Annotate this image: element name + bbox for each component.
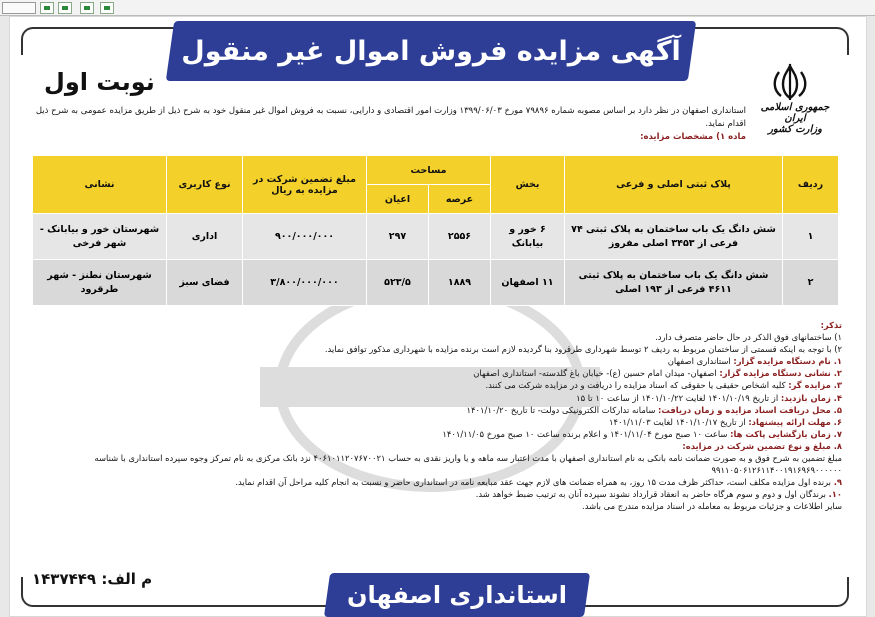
advertisement-page	[9, 16, 867, 617]
ministry-logo	[755, 62, 835, 148]
cell-plate: شش دانگ یک باب ساختمان به پلاک ثبتی ۴۶۱۱ فرعی از ۱۹۳ اصلی	[565, 260, 783, 306]
col-header-plate: پلاک ثبتی اصلی و فرعی	[565, 156, 783, 214]
item-label: ۸. مبلغ و نوع تضمین شرکت در مزایده:	[682, 440, 842, 451]
cell-land-area: ۲۵۵۶	[429, 214, 491, 260]
item-label: ۷. زمان بازگشایی پاکت ها:	[730, 428, 842, 439]
auction-table	[32, 155, 839, 306]
item-6	[30, 416, 842, 428]
intro-text: استانداری اصفهان در نظر دارد بر اساس مصوبه شماره ۷۹۸۹۶ مورخ ۱۳۹۹/۰۶/۰۳ وزارت امور اقتصادی و دارایی، نسبت به فروش اموال غیر منقول خود به شرح ذیل از طریق مزایده عمومی به شرح ذیل اقدام نماید.	[35, 106, 746, 129]
table-row	[33, 214, 839, 260]
col-header-building-area: اعیان	[367, 185, 429, 214]
item-text: برنده اول مزایده مکلف است، حداکثر ظرف مدت ۱۵ روز، به همراه ضمانت های لازم جهت عقد مبایعه نامه در استانداری حاضر و نسبت به انجام کلیه مراحل آن اقدام نماید.	[235, 477, 834, 488]
toolbar-button[interactable]	[80, 2, 94, 14]
cell-address: شهرستان نطنز - شهر طرقرود	[33, 260, 167, 306]
col-header-address: نشانی	[33, 156, 167, 214]
toolbar-button[interactable]	[100, 2, 114, 14]
toolbar-field[interactable]	[2, 2, 36, 14]
col-header-section: بخش	[491, 156, 565, 214]
item-text: سامانه تدارکات الکترونیکی دولت- تا تاریخ ۱۴۰۱/۱۰/۲۰	[466, 404, 659, 415]
item-1	[30, 355, 842, 367]
cell-deposit: ۹۰۰/۰۰۰/۰۰۰	[243, 214, 367, 260]
item-text: کلیه اشخاص حقیقی یا حقوقی که اسناد مزایده را دریافت و در مزایده شرکت می کنند.	[485, 380, 789, 391]
green-icon	[44, 6, 50, 10]
col-header-land-area: عرصه	[429, 185, 491, 214]
viewer-toolbar	[0, 0, 875, 16]
item-10	[30, 488, 842, 500]
item-2	[30, 367, 842, 379]
cell-usage: فضای سبز	[167, 260, 243, 306]
note-2: ۲) با توجه به اینکه قسمتی از ساختمان مربوط به ردیف ۲ توسط شهرداری طرقرود بنا گردیده لازم است برنده مزایده با شهرداری مذکور توافق نماید.	[324, 344, 842, 355]
item-8-text: مبلغ تضمین به شرح فوق و به صورت ضمانت نامه بانکی به نام استانداری اصفهان با مدت اعتبار سه ماهه و یا واریز نقدی به حساب ۴۰۶۱۰۱۱۲۰۷۶۷۰۰۲۱ نزد بانک مرکزی به نام تمرکز وجوه سپرده استانداری با شناسه ۹۹۱۱۰۵۰۶۱۲۶۱۱۴۰۰۱۹۱۶۹۶۹۰۰۰۰۰۰	[94, 453, 842, 476]
col-header-deposit: مبلغ تضمین شرکت در مزایده به ریال	[243, 156, 367, 214]
green-icon	[62, 6, 68, 10]
item-text: از تاریخ ۱۴۰۱/۱۰/۱۹ لغایت ۱۴۰۱/۱۰/۲۲ از ساعت ۱۰ تا ۱۵	[576, 392, 781, 403]
logo-line-1: جمهوری اسلامی ایران	[760, 102, 830, 124]
item-3	[30, 379, 842, 391]
footer-org: استانداری اصفهان	[347, 581, 567, 609]
item-9	[30, 476, 842, 488]
logo-line-2: وزارت کشور	[768, 124, 822, 135]
note-1: ۱) ساختمانهای فوق الذکر در حال حاضر متصرف دارد.	[655, 332, 842, 343]
cell-plate: شش دانگ یک باب ساختمان به پلاک ثبتی ۷۴ فرعی از ۳۴۵۳ اصلی مفروز	[565, 214, 783, 260]
item-5	[30, 404, 842, 416]
notes-section	[30, 319, 842, 513]
item-text: از تاریخ ۱۴۰۱/۱۰/۱۷ لغایت ۱۴۰۱/۱۱/۰۳	[608, 416, 749, 427]
col-header-usage: نوع کاربری	[167, 156, 243, 214]
cell-building-area: ۵۲۳/۵	[367, 260, 429, 306]
item-label: ۲. نشانی دستگاه مزایده گزار:	[719, 368, 842, 379]
item-text: ساعت ۱۰ صبح مورخ ۱۴۰۱/۱۱/۰۴ و اعلام برنده ساعت ۱۰ صبح مورخ ۱۴۰۱/۱۱/۰۵	[442, 428, 731, 439]
item-label: ۱۰.	[828, 489, 842, 500]
table-row	[33, 260, 839, 306]
col-header-area: مساحت	[367, 156, 491, 185]
cell-section: ۱۱ اصفهان	[491, 260, 565, 306]
article-1-heading: ماده ۱) مشخصات مزایده:	[640, 132, 746, 142]
item-label: ۶. مهلت ارائه پیشنهاد:	[748, 416, 842, 427]
item-text: اصفهان- میدان امام حسین (ع)- خیابان باغ گلدسته- استانداری اصفهان	[473, 368, 720, 379]
green-icon	[84, 6, 90, 10]
cell-address: شهرستان خور و بیابانک - شهر فرخی	[33, 214, 167, 260]
notes-heading: تذکر:	[820, 320, 842, 330]
item-7	[30, 428, 842, 440]
ad-code: م الف: ۱۴۳۷۴۴۹	[32, 570, 153, 588]
cell-land-area: ۱۸۸۹	[429, 260, 491, 306]
toolbar-button[interactable]	[40, 2, 54, 14]
item-label: ۳. مزایده گر:	[788, 380, 842, 391]
final-note: سایر اطلاعات و جزئیات مربوط به معامله در اسناد مزایده مندرج می باشد.	[582, 501, 842, 512]
cell-section: ۶ خور و بیابانک	[491, 214, 565, 260]
cell-usage: اداری	[167, 214, 243, 260]
round-label: نوبت اول	[44, 68, 155, 96]
toolbar-button[interactable]	[58, 2, 72, 14]
item-label: ۵. محل دریافت اسناد مزایده و زمان دریافت:	[658, 404, 842, 415]
item-text: استانداری اصفهان	[667, 356, 734, 367]
page-title: آگهی مزایده فروش اموال غیر منقول	[181, 35, 681, 67]
iran-emblem-icon	[769, 62, 811, 102]
cell-row: ۱	[783, 214, 839, 260]
cell-deposit: ۳/۸۰۰/۰۰۰/۰۰۰	[243, 260, 367, 306]
intro-paragraph	[30, 105, 746, 144]
item-label: ۴. زمان بازدید:	[780, 392, 842, 403]
item-label: ۱. نام دستگاه مزایده گزار:	[733, 356, 842, 367]
col-header-row: ردیف	[783, 156, 839, 214]
item-8	[30, 440, 842, 452]
item-text: برندگان اول و دوم و سوم هرگاه حاضر به انعقاد قرارداد نشوند سپرده آنان به ترتیب ضبط خواهد شد.	[475, 489, 829, 500]
cell-row: ۲	[783, 260, 839, 306]
item-label: ۹.	[833, 477, 842, 488]
cell-building-area: ۲۹۷	[367, 214, 429, 260]
green-icon	[104, 6, 110, 10]
item-4	[30, 392, 842, 404]
